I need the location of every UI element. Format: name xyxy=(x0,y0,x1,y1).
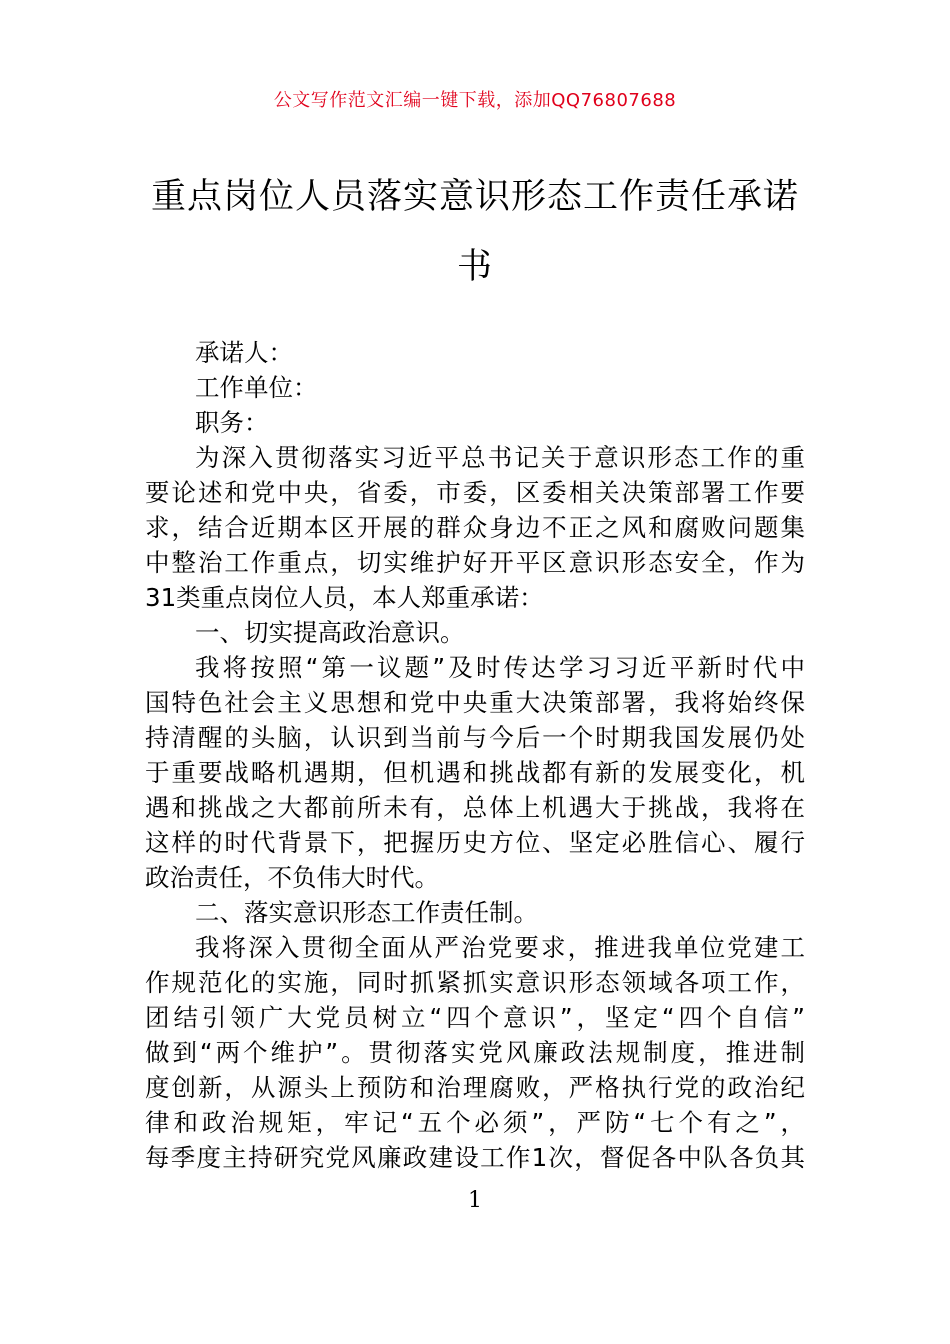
document-body xyxy=(145,335,805,1175)
field-promisor: 承诺人： xyxy=(195,338,293,367)
section-heading-2: 二、落实意识形态工作责任制。 xyxy=(195,898,538,927)
body-line: 持清醒的头脑，认识到当前与今后一个时期我国发展仍处 xyxy=(145,723,805,752)
body-line: 遇和挑战之大都前所未有，总体上机遇大于挑战，我将在 xyxy=(145,793,805,822)
document-title-line-1: 重点岗位人员落实意识形态工作责任承诺 xyxy=(150,177,799,217)
body-line: 要论述和党中央，省委，市委，区委相关决策部署工作要 xyxy=(145,478,805,507)
body-line: 中整治工作重点，切实维护好开平区意识形态安全，作为 xyxy=(145,548,805,577)
body-line: 31类重点岗位人员，本人郑重承诺： xyxy=(145,583,544,612)
body-line: 每季度主持研究党风廉政建设工作1次，督促各中队各负其 xyxy=(145,1143,805,1172)
body-line: 这样的时代背景下，把握历史方位、坚定必胜信心、履行 xyxy=(145,828,805,857)
body-line: 团结引领广大党员树立“四个意识”，坚定“四个自信” xyxy=(145,1003,805,1032)
body-line: 求，结合近期本区开展的群众身边不正之风和腐败问题集 xyxy=(145,513,805,542)
body-line: 我将按照“第一议题”及时传达学习习近平新时代中 xyxy=(195,653,805,682)
body-line: 为深入贯彻落实习近平总书记关于意识形态工作的重 xyxy=(195,443,805,472)
body-line: 政治责任，不负伟大时代。 xyxy=(145,863,439,892)
page-number: 1 xyxy=(468,1188,482,1213)
body-line: 国特色社会主义思想和党中央重大决策部署，我将始终保 xyxy=(145,688,805,717)
document-title-line-2: 书 xyxy=(456,247,493,287)
field-work-unit: 工作单位： xyxy=(195,373,318,402)
field-position: 职务： xyxy=(195,408,269,437)
body-line: 我将深入贯彻全面从严治党要求，推进我单位党建工 xyxy=(195,933,805,962)
body-line: 做到“两个维护”。贯彻落实党风廉政法规制度，推进制 xyxy=(145,1038,805,1067)
body-line: 作规范化的实施，同时抓紧抓实意识形态领域各项工作， xyxy=(145,968,805,997)
body-line: 律和政治规矩，牢记“五个必须”，严防“七个有之”， xyxy=(145,1108,805,1137)
body-line: 度创新，从源头上预防和治理腐败，严格执行党的政治纪 xyxy=(145,1073,805,1102)
download-promo-note: 公文写作范文汇编一键下载，添加QQ76807688 xyxy=(273,90,677,111)
section-heading-1: 一、切实提高政治意识。 xyxy=(195,618,465,647)
body-line: 于重要战略机遇期，但机遇和挑战都有新的发展变化，机 xyxy=(145,758,805,787)
